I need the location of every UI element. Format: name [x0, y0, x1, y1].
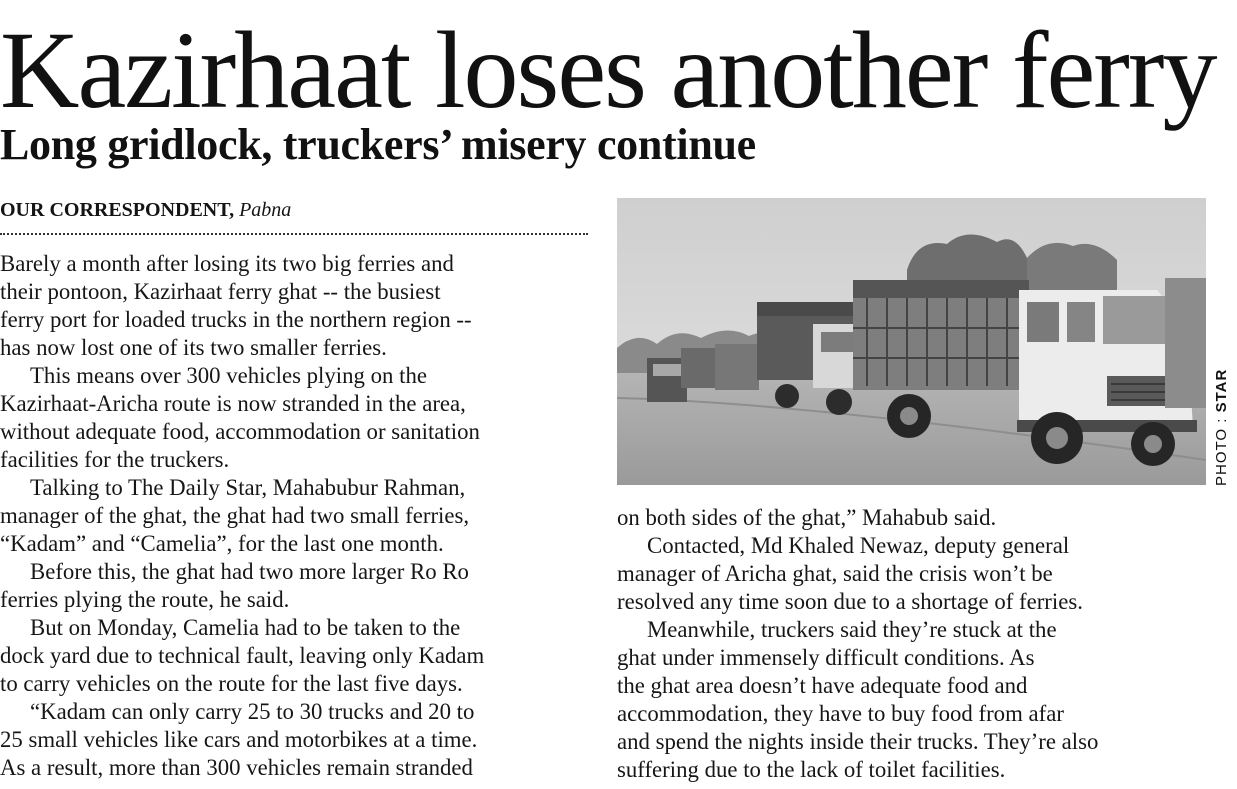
body-line: 25 small vehicles like cars and motorbikes at a time. — [0, 727, 478, 752]
article-column-2 — [617, 504, 1217, 784]
body-line: This means over 300 vehicles plying on the — [30, 363, 427, 388]
body-line: Talking to The Daily Star, Mahabubur Rahman, — [30, 475, 466, 500]
body-line: But on Monday, Camelia had to be taken to the — [30, 615, 461, 640]
trucks-photo-illustration — [617, 198, 1206, 485]
body-line: Before this, the ghat had two more larger Ro Ro — [30, 559, 469, 584]
article-column-1 — [0, 250, 600, 782]
body-line: As a result, more than 300 vehicles remain stranded — [0, 755, 473, 780]
body-line: ghat under immensely difficult conditions. As — [617, 645, 1035, 670]
body-line: “Kadam” and “Camelia”, for the last one month. — [0, 531, 444, 556]
body-line: manager of the ghat, the ghat had two small ferries, — [0, 503, 470, 528]
body-line: ferries plying the route, he said. — [0, 587, 290, 612]
photo-credit — [1213, 368, 1237, 486]
body-line: “Kadam can only carry 25 to 30 trucks and 20 to — [30, 699, 475, 724]
byline-author: OUR CORRESPONDENT, — [0, 199, 235, 221]
trucks-photo — [617, 198, 1206, 485]
headline: Kazirhaat loses another ferry — [0, 9, 1216, 131]
body-line: accommodation, they have to buy food from afar — [617, 701, 1064, 726]
body-line: has now lost one of its two smaller ferries. — [0, 335, 387, 360]
body-line: and spend the nights inside their trucks. They’re also — [617, 729, 1099, 754]
byline-location: Pabna — [239, 199, 292, 221]
body-line: to carry vehicles on the route for the last five days. — [0, 671, 463, 696]
byline-divider — [0, 233, 588, 235]
photo-credit-prefix: PHOTO : — [1213, 412, 1230, 486]
body-line: Contacted, Md Khaled Newaz, deputy general — [647, 533, 1070, 558]
body-line: their pontoon, Kazirhaat ferry ghat -- the busiest — [0, 279, 441, 304]
body-line: manager of Aricha ghat, said the crisis won’t be — [617, 561, 1053, 586]
body-line: Barely a month after losing its two big ferries and — [0, 251, 454, 276]
body-line: facilities for the truckers. — [0, 447, 230, 472]
subheadline: Long gridlock, truckers’ misery continue — [0, 120, 756, 169]
body-line: on both sides of the ghat,” Mahabub said. — [617, 505, 997, 530]
body-line: Kazirhaat-Aricha route is now stranded in the area, — [0, 391, 466, 416]
body-line: ferry port for loaded trucks in the northern region -- — [0, 307, 472, 332]
byline — [0, 198, 291, 222]
body-line: the ghat area doesn’t have adequate food and — [617, 673, 1028, 698]
body-line: suffering due to the lack of toilet facilities. — [617, 757, 1006, 782]
body-line: dock yard due to technical fault, leaving only Kadam — [0, 643, 485, 668]
body-line: without adequate food, accommodation or sanitation — [0, 419, 480, 444]
body-line: Meanwhile, truckers said they’re stuck at the — [647, 617, 1057, 642]
body-line: resolved any time soon due to a shortage of ferries. — [617, 589, 1083, 614]
photo-credit-name: STAR — [1213, 368, 1230, 413]
